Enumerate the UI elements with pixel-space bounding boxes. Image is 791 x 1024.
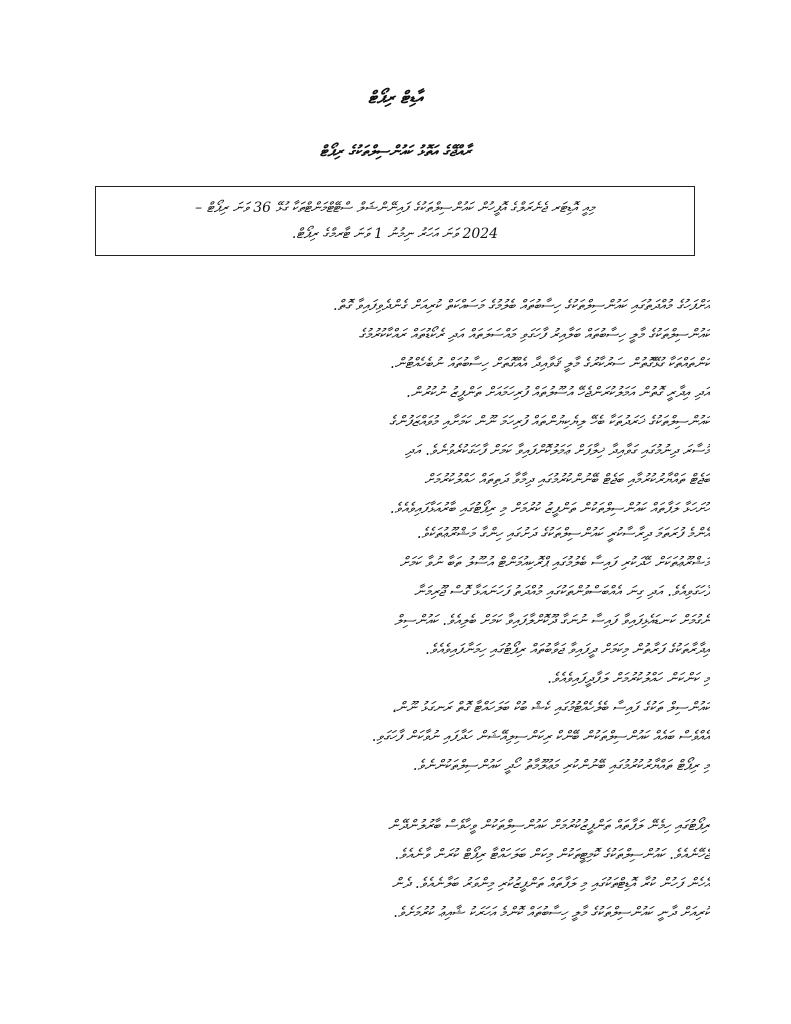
body-line: ނެގުމަށް ކަނޑައެޅިފައިވާ ފައިސާ ނުނަގާ ދޫކޮށްލާފައިވާ ކަމަށް ބެލިއެވެ. ކައުންސިލް (394, 613, 710, 629)
body-line: ހުށަހަޅާ ލަފާތައް ކައުންސިލްތަކުން ތަންފީޒު ކުރުމަށް މި ރިޕޯޓުގައި ބާރުއަޅާފައިވެއެވެ. (389, 501, 710, 517)
body-line: ރިޕޯޓުގައި ހިމެނޭ ލަފާތައް ތަންފީޒުކުރުމަށް ކައުންސިލްތަކުން ވީހާވެސް ބާރުލުންދޭން (388, 818, 710, 834)
body-line: ކައުންސިލްތަކުގެ ޚަރަދުތަކާ ބެހޭ ލިޔެކިޔުންތައް ފުރިހަމަ ނޫން ކަމަށާއި މުވައްޒަފުންގެ (388, 414, 710, 430)
body-line: ކައުންސިލްތަކުގެ މާލީ ހިސާބުތައް ބަލާއިރު ފާހަގަވި މައްސަލަތައް އަދި ރެކޯޑުތައް ރައްކާކުރުމުގެ (358, 327, 710, 343)
document-subtitle: ރާއްޖޭގެ އަތޮޅު ކައުންސިލްތަކުގެ ރިޕޯޓް (319, 142, 472, 160)
body-line: ކަންތައްތަކާ ގުޅޭގޮތުން ސަރުކާރުގެ މާލީ ޤަވާއިދާ އެއްގޮތަށް ހިސާބުތައް ނުބެހެއްޓުން. (390, 356, 710, 372)
body-line: ޖެހޭނެއެވެ. ކައުންސިލްތަކުގެ ކޮމިޓީތަކުން މިކަން ބަލަހައްޓާ ރިޕޯޓް ކުރަން ވާނެއެވެ. (394, 847, 710, 863)
body-line: އެންމެ ފުރަތަމަ ދިރާސާކުރީ ކައުންސިލްތަކުގެ ދަށުގައި ހިންގާ މަޝްރޫޢުތަކެވެ. (416, 526, 710, 542)
summary-line: 2024 ވަނަ އަހަރު ނިމުނު 1 ވަނަ ޓާރމްގެ ރިޕޯޓް. (291, 226, 499, 242)
body-line: އެއްވެސް ބައެއް ކައުންސިލްތަކުން ބޭންކް ރިކަންސިލިއޭޝަން ހަދާފައި ނުވާކަން ފާހަގަވި. (371, 729, 710, 745)
body-line: މި ކަންކަން ހައްލުކުރުމަށް ލަފާދީފައިވެއެވެ. (547, 671, 710, 687)
body-paragraph (80, 694, 710, 781)
body-line: މަޝްރޫޢުތަކަށް ހޭދަކުރި ފައިސާ ބެލުމުގައި ޕްރޮކިއުމަންޓް އުސޫލު ތަބާ ނުވާ ކަމަށް (399, 555, 710, 571)
body-paragraph (80, 812, 710, 928)
body-line: ބަޖެޓް ތައްޔާރުކުރުމާއި ބަޖެޓް ބޭނުންކުރުމުގައި ދިމާވާ ދަތިތައް ހައްލުކުރުމަށް (424, 472, 710, 488)
body-line: މި ރިޕޯޓް ތައްޔާރުކުރުމުގައި ބޭނުންކުރި މަޢުލޫމާތު ހޯދީ ކައުންސިލްތަކުންނެވެ. (412, 758, 710, 774)
body-line: އިދާރާތަކުގެ ފަރާތުން މިކަމަށް ދީފައިވާ ޖަވާބުތައް ރިޕޯޓުގައި ހިމަނާފައިވެއެވެ. (425, 642, 710, 658)
document-title: އާޑިޓް ރިޕޯޓް (368, 88, 423, 108)
body-line: އެހެން ފަހުން ކުރާ އޮޑިޓްތަކުގައި މި ލަފާތައް ތަންފީޒުކުރި މިންވަރު ބަލާނެއެވެ. ދެން (391, 876, 710, 892)
body-line: އަދި އިދާރީ ގޮތުން އަމަލުކުރަންޖެހޭ އުސޫލުތައް ފުރިހަމައަށް ތަންފީޒު ނުކުރުން. (406, 385, 710, 401)
summary-box (95, 186, 695, 256)
body-line: ފާހަގަވިއެވެ. އަދި ގިނަ އެއްބަސްވުންތަކުގައި މުއްދަތު ފަހަނައަޅާ ގޮސް ޖޫރިމަނާ (413, 584, 710, 600)
body-line: މުސާރަ ދިނުމުގައި ގަވާއިދާ ޚިލާފަށް ޢަމަލުކޮށްފައިވާ ކަމަށް ފާހަގަކުރެވުނެވެ. އަދި (405, 443, 710, 459)
body-paragraph (80, 292, 710, 524)
body-line: ކައުންސިލް ތަކުގެ ފައިސާ ބެލެހެއްޓުމުގައި ކެޝް ބުކް ބަލަހައްޓާ ގޮތް ރަނގަޅު ނޫން، (392, 700, 710, 716)
summary-line: މިއީ އޮޑިޓަރ ޖެނެރަލްގެ އޮފީހުން ކައުންސިލްތަކުގެ ފައިނޭންޝަލް ސްޓޭޓްމަންޓްތަކާ ގުޅޭ 36 ވަނަ ރިޕޯޓް – (195, 200, 595, 216)
body-paragraph (80, 520, 710, 694)
body-line: އަށްފަހުގެ މުއްދަތުގައި ކައުންސިލްތަކުގެ ހިސާބުތައް ބެލުމުގެ މަސައްކަތް ކުރިއަށް ގެންދެވިފައިވާ ގޮތް. (333, 298, 710, 314)
body-line: ކުރިއަށް ދާނީ ކައުންސިލްތަކުގެ މާލީ ހިސާބުތައް ކޮންމެ އަހަރަކު ޝާއިޢު ކުރުމަށެވެ. (393, 905, 710, 921)
